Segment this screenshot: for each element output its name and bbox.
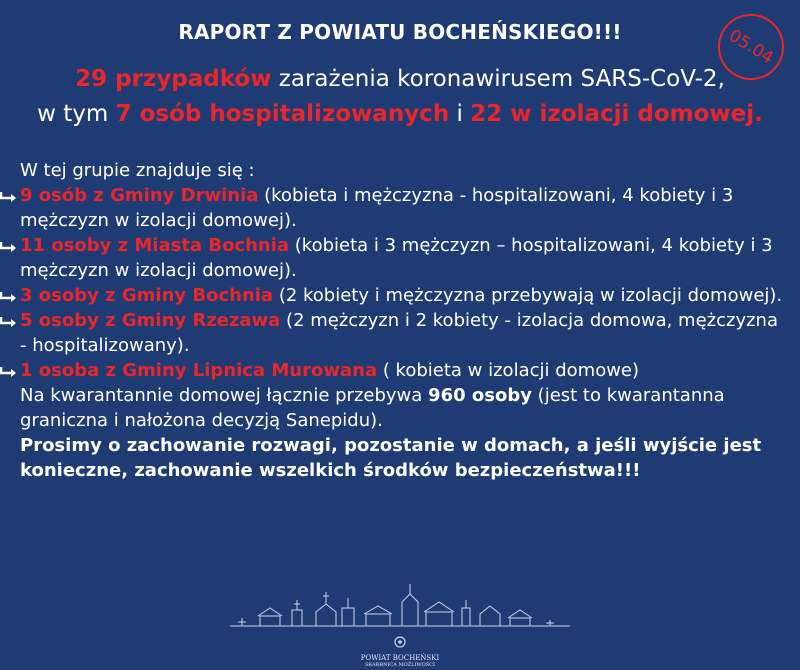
list-item <box>20 358 785 383</box>
list-item <box>20 283 785 308</box>
item-details: (kobieta i mężczyzna - hospitalizowani, 4 kobiety i 3 mężczyzn w izolacji domowej). <box>20 185 734 231</box>
headline-line-1: 29 przypadków zarażenia koronawirusem SARS-CoV-2, <box>75 66 725 92</box>
footer-brand: POWIAT BOCHEŃSKI <box>360 654 440 662</box>
headline-line-2: w tym 7 osób hospitalizowanych i 22 w izolacji domowej. <box>37 101 763 127</box>
arrow-icon <box>0 191 18 205</box>
item-details: (2 mężczyzn i 2 kobiety - izolacja domowa, mężczyzna - hospitalizowany). <box>20 310 778 356</box>
headline <box>0 62 800 132</box>
list-item <box>20 308 785 358</box>
footer-tagline: SKARBNICA MOŻLIWOŚCI <box>365 662 435 668</box>
footer-text <box>230 654 570 668</box>
total-cases: 29 przypadków <box>75 66 272 92</box>
list-item <box>20 183 785 233</box>
item-location: 11 osoby z Miasta Bochnia <box>20 235 290 256</box>
date-stamp: 05.04 <box>706 2 797 93</box>
arrow-icon <box>0 241 18 255</box>
item-location: 1 osoba z Gminy Lipnica Murowana <box>20 360 378 381</box>
quarantine-text: Na kwarantannie domowej łącznie przebywa 960 osoby (jest to kwarantanna graniczna i nałożona decyzją Sanepidu). <box>20 385 725 431</box>
item-location: 3 osoby z Gminy Bochnia <box>20 285 274 306</box>
item-location: 5 osoby z Gminy Rzezawa <box>20 310 281 331</box>
intro-text: W tej grupie znajduje się : <box>20 160 255 181</box>
arrow-icon <box>0 366 18 380</box>
arrow-icon <box>0 291 18 305</box>
footer-logo <box>230 578 570 670</box>
quarantine-count: 960 osoby <box>428 385 532 406</box>
home-isolation-count: 22 w izolacji domowej. <box>470 101 763 127</box>
item-details: ( kobieta w izolacji domowe) <box>377 360 640 381</box>
report-body <box>20 158 785 483</box>
report-title: RAPORT Z POWIATU BOCHEŃSKIEGO!!! <box>178 20 622 44</box>
list-item <box>20 233 785 283</box>
item-details: (kobieta i 3 mężczyzn – hospitalizowani, 4 kobiety i 3 mężczyzn w izolacji domowej). <box>20 235 773 281</box>
safety-appeal: Prosimy o zachowanie rozwagi, pozostanie w domach, a jeśli wyjście jest konieczne, zachowanie wszelkich środków bezpieczeństwa!!! <box>20 435 762 481</box>
item-details: (2 kobiety i mężczyzna przebywają w izolacji domowej). <box>273 285 783 306</box>
hospitalized-count: 7 osób hospitalizowanych <box>115 101 450 127</box>
town-skyline-icon <box>230 578 570 648</box>
item-location: 9 osób z Gminy Drwinia <box>20 185 259 206</box>
arrow-icon <box>0 316 18 330</box>
